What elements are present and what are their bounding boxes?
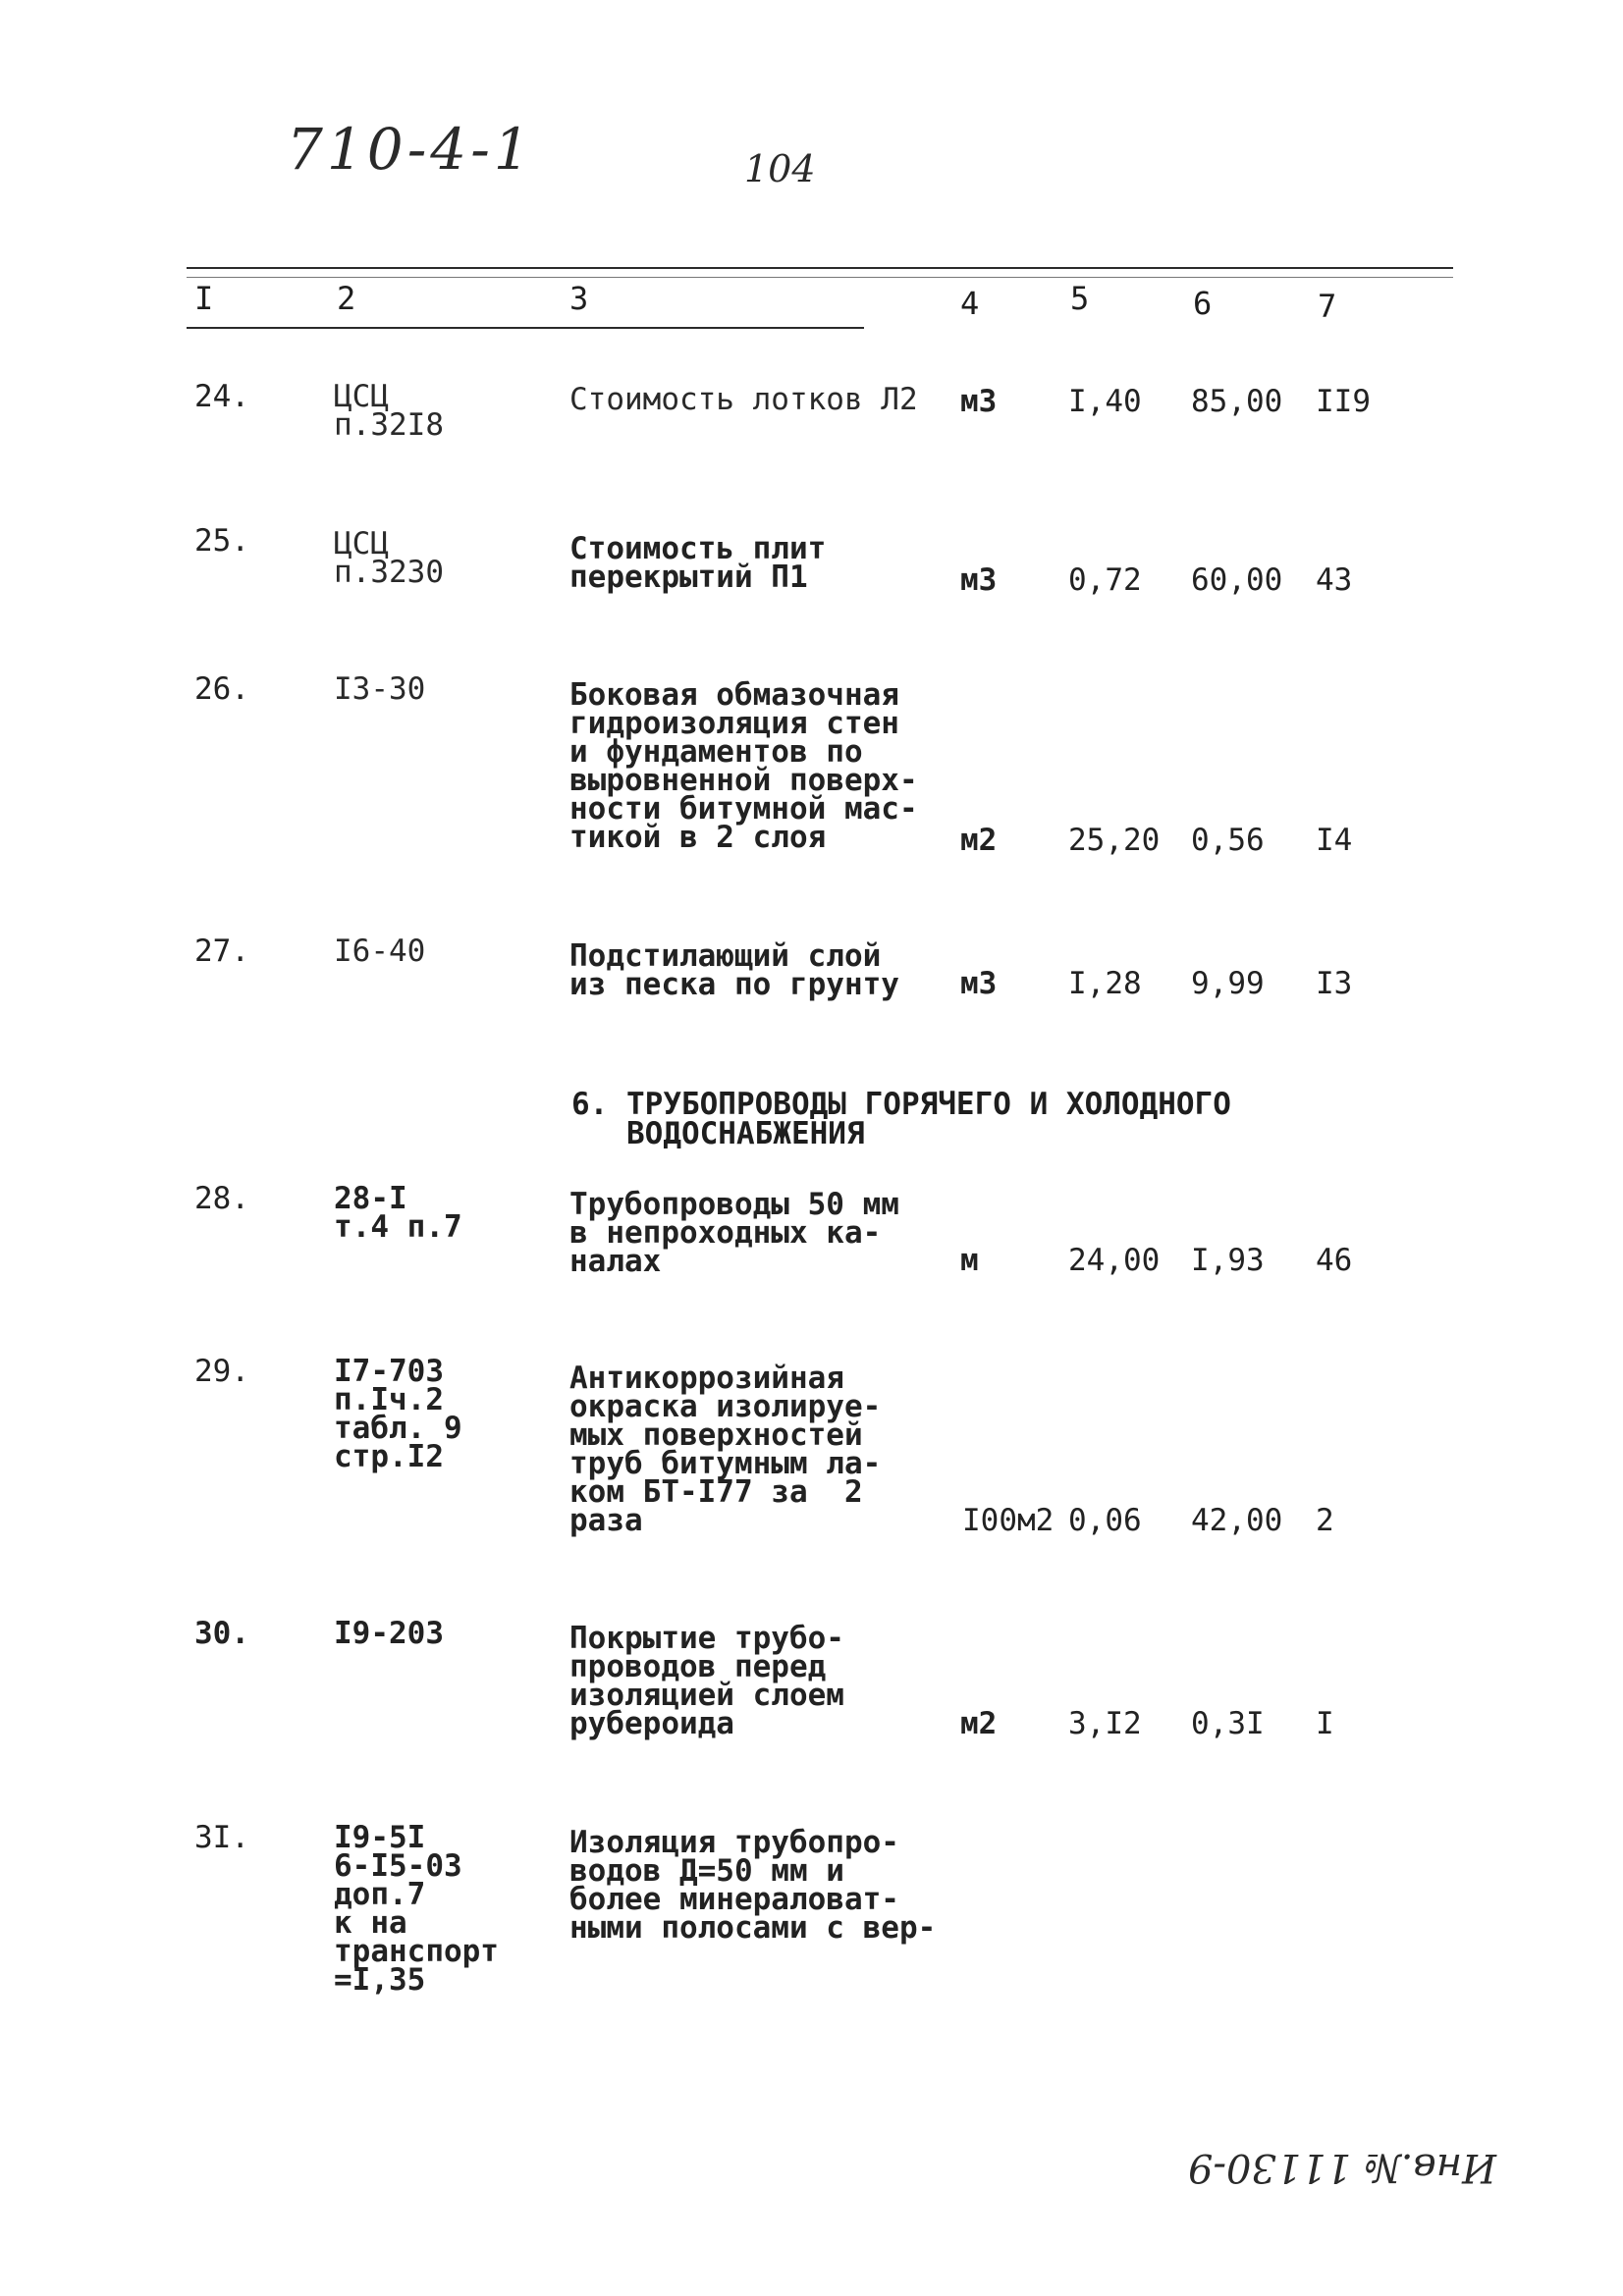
- row-29-unit: I00м2: [962, 1503, 1055, 1538]
- row-29-quantity: 0,06: [1068, 1503, 1142, 1538]
- row-25-unit: м3: [960, 562, 998, 598]
- header-col-6: 6: [1193, 285, 1213, 322]
- handwritten-inventory-number: Инв.№ 11130-9: [1188, 2145, 1497, 2190]
- row-30-number: 30.: [194, 1616, 249, 1651]
- header-col-3: 3: [569, 280, 589, 317]
- header-col-1: I: [194, 280, 214, 317]
- row-28-reference: 28-I т.4 п.7: [334, 1181, 462, 1245]
- row-24-total: II9: [1316, 384, 1371, 419]
- row-24-number: 24.: [194, 379, 249, 414]
- row-26-total: I4: [1316, 823, 1353, 858]
- row-30-unit-price: 0,3I: [1191, 1706, 1265, 1741]
- row-27-reference: I6-40: [334, 934, 426, 969]
- row-27-total: I3: [1316, 966, 1353, 1001]
- row-24-quantity: I,40: [1068, 384, 1142, 419]
- row-25-total: 43: [1316, 562, 1353, 598]
- row-28-unit-price: I,93: [1191, 1243, 1265, 1278]
- row-30-total: I: [1316, 1706, 1334, 1741]
- row-26-description: Боковая обмазочная гидроизоляция стен и фундаментов по выровненной поверх- ности битумной мас- тикой в 2 слоя: [569, 677, 918, 855]
- table-top-rule-secondary: [187, 277, 1453, 278]
- row-25-reference: ЦСЦ п.3230: [334, 526, 444, 590]
- row-26-number: 26.: [194, 671, 249, 707]
- row-29-reference: I7-703 п.Iч.2 табл. 9 стр.I2: [334, 1354, 462, 1474]
- row-25-description: Стоимость плит перекрытий П1: [569, 531, 827, 595]
- header-col-7: 7: [1318, 288, 1337, 325]
- row-31-number: 3I.: [194, 1820, 249, 1855]
- row-24-reference: ЦСЦ п.32I8: [334, 379, 444, 443]
- row-27-unit-price: 9,99: [1191, 966, 1265, 1001]
- row-29-unit-price: 42,00: [1191, 1503, 1283, 1538]
- header-col-4: 4: [960, 285, 980, 322]
- row-28-total: 46: [1316, 1243, 1353, 1278]
- row-28-description: Трубопроводы 50 мм в непроходных ка- налах: [569, 1187, 899, 1279]
- row-25-quantity: 0,72: [1068, 562, 1142, 598]
- row-27-unit: м3: [960, 966, 998, 1001]
- section-heading-water-supply: 6. ТРУБОПРОВОДЫ ГОРЯЧЕГО И ХОЛОДНОГО ВОДОСНАБЖЕНИЯ: [571, 1087, 1231, 1151]
- row-29-total: 2: [1316, 1503, 1334, 1538]
- row-30-reference: I9-203: [334, 1616, 444, 1651]
- table-top-rule: [187, 267, 1453, 269]
- row-30-description: Покрытие трубо- проводов перед изоляцией слоем рубероида: [569, 1621, 844, 1741]
- row-24-description: Стоимость лотков Л2: [569, 382, 918, 417]
- row-28-quantity: 24,00: [1068, 1243, 1161, 1278]
- row-26-unit: м2: [960, 823, 998, 858]
- row-25-unit-price: 60,00: [1191, 562, 1283, 598]
- handwritten-project-code: 710-4-1: [287, 116, 534, 183]
- handwritten-page-number: 104: [744, 147, 816, 190]
- header-col-5: 5: [1070, 280, 1090, 317]
- row-31-reference: I9-5I 6-I5-03 доп.7 к на транспорт =I,35: [334, 1820, 499, 1998]
- header-col-2: 2: [337, 280, 356, 317]
- row-28-number: 28.: [194, 1181, 249, 1216]
- row-26-unit-price: 0,56: [1191, 823, 1265, 858]
- row-28-unit: м: [960, 1243, 979, 1278]
- row-24-unit: м3: [960, 384, 998, 419]
- row-26-reference: I3-30: [334, 671, 426, 707]
- row-25-number: 25.: [194, 523, 249, 559]
- row-27-description: Подстилающий слой из песка по грунту: [569, 938, 899, 1002]
- row-27-number: 27.: [194, 934, 249, 969]
- row-27-quantity: I,28: [1068, 966, 1142, 1001]
- row-29-description: Антикоррозийная окраска изолируе- мых поверхностей труб битумным ла- ком БТ-I77 за 2 раза: [569, 1361, 882, 1538]
- row-30-quantity: 3,I2: [1068, 1706, 1142, 1741]
- row-29-number: 29.: [194, 1354, 249, 1389]
- row-24-unit-price: 85,00: [1191, 384, 1283, 419]
- row-31-description: Изоляция трубопро- водов Д=50 мм и более минераловат- ными полосами с вер-: [569, 1825, 937, 1946]
- row-30-unit: м2: [960, 1706, 998, 1741]
- table-header-rule: [187, 327, 864, 329]
- row-26-quantity: 25,20: [1068, 823, 1161, 858]
